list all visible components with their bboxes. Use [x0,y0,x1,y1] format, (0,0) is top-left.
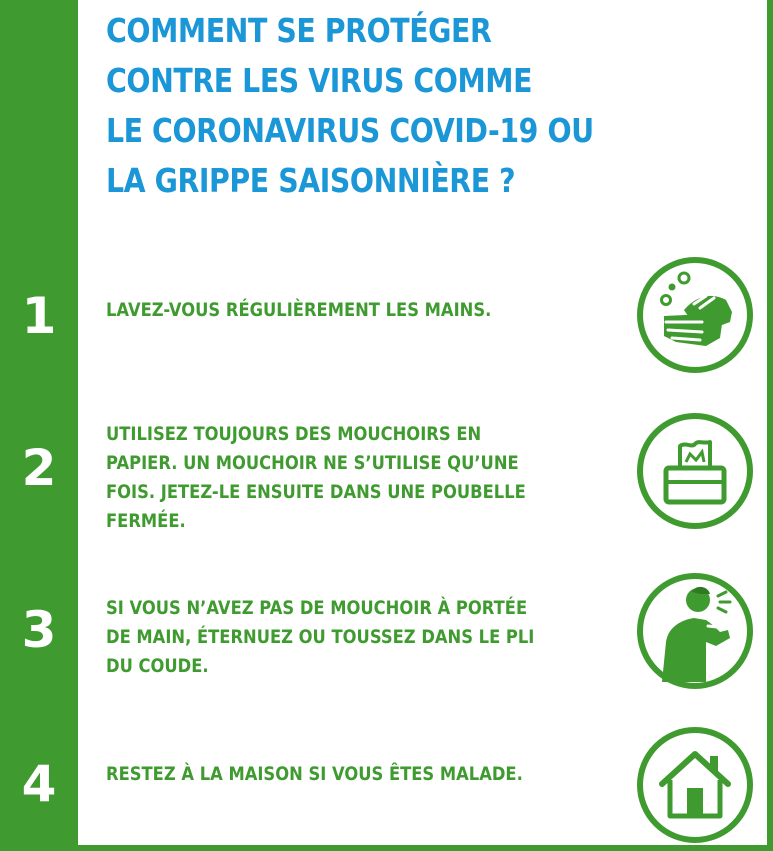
step-number: 1 [21,287,57,345]
step-text-line: DU COUDE. [106,655,209,677]
title-line: COMMENT SE PROTÉGER [106,11,492,50]
step-text-line: PAPIER. UN MOUCHOIR NE S’UTILISE QU’UNE [106,452,519,474]
sneeze-elbow-icon [636,572,754,690]
step-text-line: FERMÉE. [106,510,186,532]
step-text [106,420,613,536]
hand-washing-icon [636,256,754,374]
step-text [106,594,613,681]
step-number: 4 [21,755,57,813]
step-text-line: FOIS. JETEZ-LE ENSUITE DANS UNE POUBELLE [106,481,526,503]
poster-title [106,6,594,206]
title-line: LA GRIPPE SAISONNIÈRE ? [106,161,516,200]
green-side-bar [0,0,78,851]
step-text-line: DE MAIN, ÉTERNUEZ OU TOUSSEZ DANS LE PLI [106,626,535,648]
title-line: LE CORONAVIRUS COVID-19 OU [106,111,594,150]
tissue-box-icon [636,412,754,530]
step-text-line: LAVEZ-VOUS RÉGULIÈREMENT LES MAINS. [106,299,492,321]
step-number: 2 [21,439,57,497]
step-text [106,296,613,325]
house-icon [636,726,754,844]
step-text-line: UTILISEZ TOUJOURS DES MOUCHOIRS EN [106,423,482,445]
step-text-line: RESTEZ À LA MAISON SI VOUS ÊTES MALADE. [106,763,523,785]
title-line: CONTRE LES VIRUS COMME [106,61,533,100]
step-text-line: SI VOUS N’AVEZ PAS DE MOUCHOIR À PORTÉE [106,597,528,619]
step-text [106,760,613,789]
step-number: 3 [21,601,57,659]
